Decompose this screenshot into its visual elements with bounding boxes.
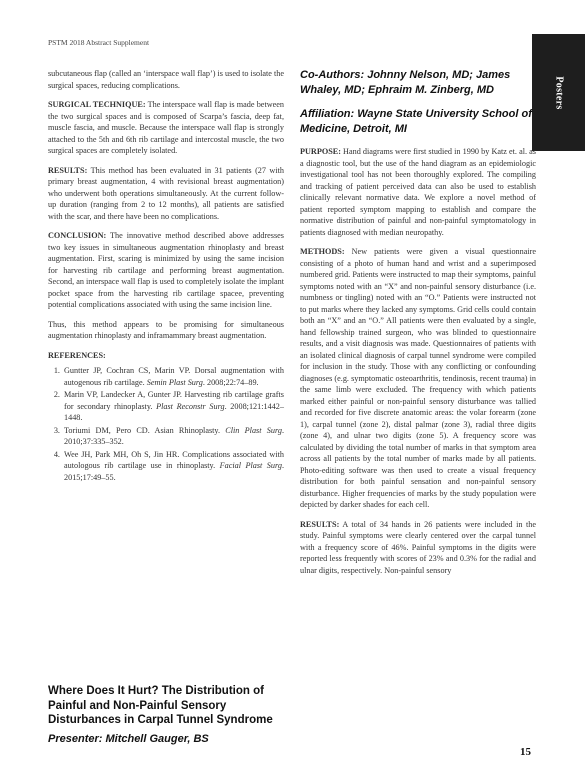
presenter: Presenter: Mitchell Gauger, BS — [48, 733, 209, 745]
technique-text: The interspace wall flap is made between the two surgical spaces and is composed of Scarpa’s fascia, deep fat, muscle fascia, and muscle. Because the interspace wall flap is strongly attached to the 5th and 6th rib cartilage and intercostal muscle, the two surgical spaces are completely isolated. — [48, 100, 284, 155]
methods-text: New patients were given a visual questionnaire consisting of a photo of human hand and wrist and a superimposed numbered grid. Patients were instructed to map their symptoms, painful symptoms noted with an “X” and non-painful sensory disturbance (i.e. numbness or tingling) noted with an “O.” Patients were instructed not to put marks where they lacked any symptoms. Grid cells could contain both an “X” and an “O.” All patients were then evaluated by a single, hand fellowship trained surgeon, who was blinded to questionnaire results, and a visit diagnosis was made. Questionnaires of patients with an isolated clinical diagnosis of carpal tunnel syndrome were compiled for inclusion in the study. Those with any conflicting or confounding diagnoses (e.g. symptomatic osteoarthritis, tendinosis, recent trauma) in the same limb were excluded. The frequency with which patients marked either painful or non-painful sensory disturbance was tallied and recorded for five discrete anatomic areas: the volar forearm (zone 1), carpal tunnel (zone 2), distal palmar (zone 3), radial three digits (zone 4), and ulnar two digits (zone 5). A frequency score was calculated by dividing the total number of marks in that symptom area across all patients by the total number of marks made by all patients. Photo-editing software was then used to create a visual frequency distribution for both painful sensation and non-painful sensory disturbance. Higher frequencies of marks by the study population were depicted by darker shades for each cell. — [300, 247, 536, 509]
page-number: 15 — [520, 746, 531, 758]
reference-tail: . 2008;22:74–89. — [202, 377, 259, 387]
results-heading-right: RESULTS: — [300, 519, 340, 529]
reference-journal: Facial Plast Surg — [219, 461, 282, 470]
reference-journal: Clin Plast Surg — [225, 425, 282, 435]
reference-tail: . 2008;121:1442–1448. — [64, 401, 284, 422]
results-text-right: A total of 34 hands in 26 patients were included in the study. Painful symptoms were clearly centered over the carpal tunnel with a frequency score of 46%. Painful symptoms in the digits were reported less frequently with scores of 23% and 0.3% for the radial and ulnar digits, respectively. Non-painful sensory — [300, 519, 536, 575]
reference-text: Marin VP, Landecker A, Gunter JP. Harvesting rib cartilage grafts for secondary rhinoplasty. — [64, 390, 284, 411]
conclusion-text: The innovative method described above addresses two key issues in simultaneous augmentation rhinoplasty and breast augmentation. First, scaring is minimized by using the same incision for harvesting rib cartilage and performing breast augmentation. Second, an interspace wall flap is used to completely isolate the implant pocket space from the harvesting rib cartilage spacee, preventing potential complications associated with using the same incision line. — [48, 231, 285, 309]
reference-text: Toriumi DM, Pero CD. Asian Rhinoplasty. — [64, 425, 226, 435]
reference-item — [62, 389, 284, 424]
reference-item — [62, 365, 284, 388]
conclusion-paragraph — [48, 230, 284, 311]
reference-item — [62, 449, 284, 484]
reference-text: Wee JH, Park MH, Oh S, Jin HR. Complications associated with autologous rib cartilage use in rhinoplasty. — [64, 449, 284, 470]
running-header: PSTM 2018 Abstract Supplement — [48, 38, 150, 47]
technique-heading: SURGICAL TECHNIQUE: — [48, 100, 146, 109]
section-tab-label: Posters — [553, 75, 564, 110]
left-column — [48, 68, 284, 484]
references-heading: REFERENCES: — [48, 350, 106, 360]
results-heading: RESULTS: — [48, 165, 88, 175]
methods-paragraph — [300, 246, 536, 511]
abstract-title: Where Does It Hurt? The Distribution of Painful and Non-Painful Sensory Disturbances in Carpal Tunnel Syndrome — [48, 685, 273, 726]
reference-tail: . 2010;37:335–352. — [64, 425, 284, 446]
reference-journal: Semin Plast Surg — [146, 377, 203, 387]
conclusion-heading: CONCLUSION: — [48, 231, 107, 240]
reference-text: Guntter JP, Cochran CS, Marin VP. Dorsal augmentation with autogenous rib cartilage. — [64, 366, 284, 387]
references-list — [48, 365, 284, 483]
coauthors: Co-Authors: Johnny Nelson, MD; James Whaley, MD; Ephraim M. Zinberg, MD — [300, 69, 511, 96]
right-column — [300, 68, 536, 584]
reference-journal: Plast Reconstr Surg — [156, 401, 225, 411]
reference-tail: . 2015;17:49–55. — [64, 461, 284, 482]
affiliation: Affiliation: Wayne State University School of Medicine, Detroit, MI — [300, 108, 532, 135]
closing-paragraph: Thus, this method appears to be promising for simultaneous augmentation rhinoplasty and inframammary breast augmentation. — [48, 319, 284, 340]
technique-paragraph — [48, 99, 284, 157]
results-text: This method has been evaluated in 31 patients (27 with primary breast augmentation, 4 with revisional breast augmentation) who underwent both operations simultaneously. At the current follow-up duration (ranging from 2 to 12 months), all patients are satisfied with the scar, and there have been no complications. — [48, 165, 284, 221]
results-paragraph — [48, 165, 284, 223]
purpose-text: Hand diagrams were first studied in 1990 by Katz et. al. as a diagnostic tool, but the use of the hand diagram as an epidemiologic investigational tool has not been thoroughly explored. The compiling and tracking of patient perceived data can also be used to establish clinically relevant normative data. We explore a novel method of patient reported symptom mapping to establish and compare the normative distribution of painful and non-painful symptomatology in patients diagnosed with median neuropathy. — [300, 147, 536, 237]
purpose-paragraph — [300, 146, 536, 238]
purpose-heading: PURPOSE: — [300, 147, 341, 156]
section-tab — [532, 34, 585, 151]
intro-paragraph: subcutaneous flap (called an ‘interspace wall flap’) is used to isolate the surgical spaces, reducing complications. — [48, 69, 284, 90]
results-paragraph-right — [300, 519, 536, 577]
methods-heading: METHODS: — [300, 247, 345, 256]
reference-item — [62, 425, 284, 448]
